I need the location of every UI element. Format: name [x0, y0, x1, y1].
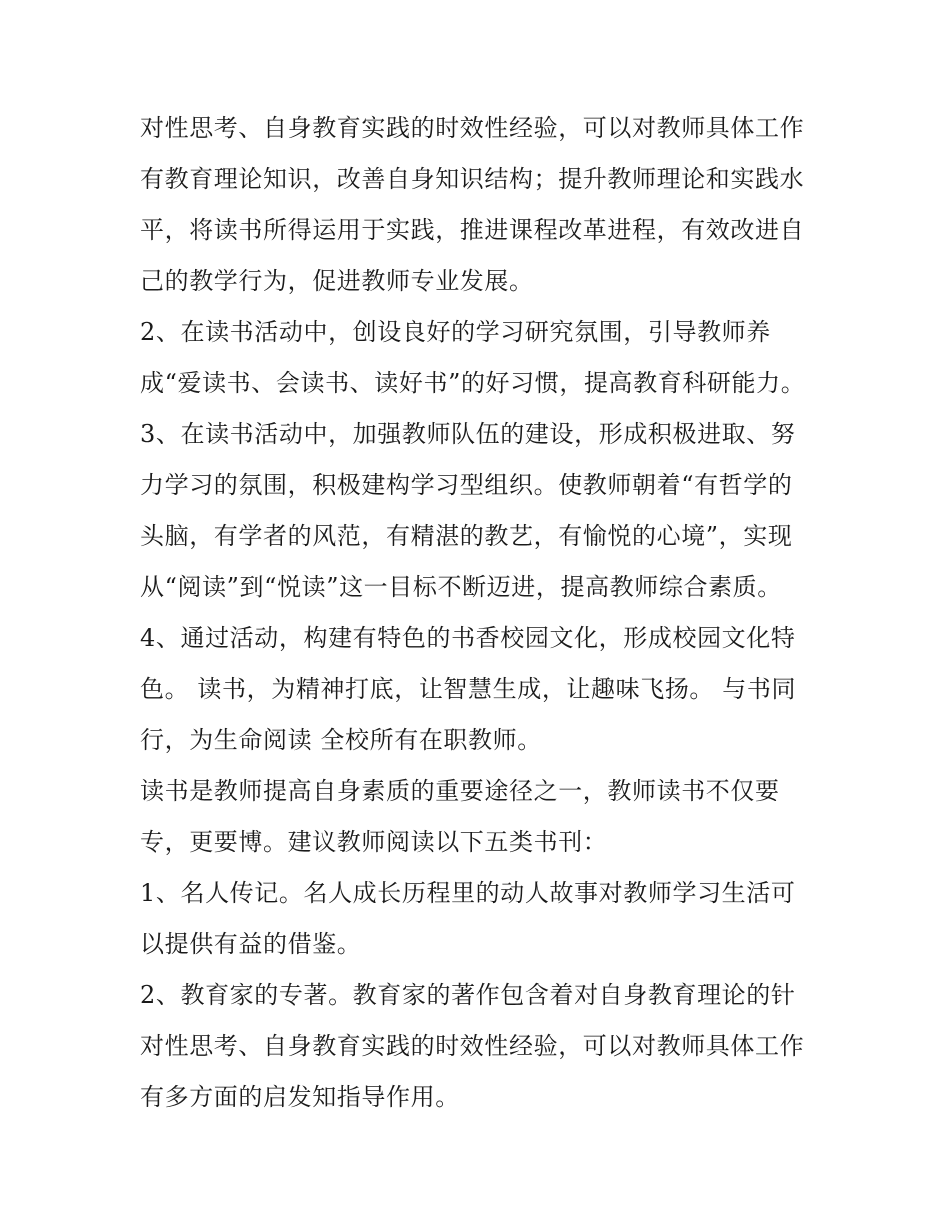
text-line: 2、在读书活动中，创设良好的学习研究氛围，引导教师养	[140, 318, 771, 346]
text-line: 以提供有益的借鉴。	[140, 930, 362, 958]
text-line: 色。 读书，为精神打底，让智慧生成，让趣味飞扬。 与书同	[140, 675, 797, 703]
text-line: 对性思考、自身教育实践的时效性经验，可以对教师具体工作	[140, 114, 805, 142]
text-line: 对性思考、自身教育实践的时效性经验，可以对教师具体工作	[140, 1032, 805, 1060]
text-line: 成“爱读书、会读书、读好书”的好习惯，提高教育科研能力。	[140, 369, 806, 397]
text-line: 专，更要博。建议教师阅读以下五类书刊：	[140, 828, 608, 856]
text-line: 力学习的氛围，积极建构学习型组织。使教师朝着“有哲学的	[140, 471, 793, 499]
text-line: 2、教育家的专著。教育家的著作包含着对自身教育理论的针	[140, 981, 796, 1009]
text-line: 读书是教师提高自身素质的重要途径之一，教师读书不仅要	[140, 777, 780, 805]
text-line: 1、名人传记。名人成长历程里的动人故事对教师学习生活可	[140, 879, 796, 907]
text-line: 从“阅读”到“悦读”这一目标不断迈进，提高教师综合素质。	[140, 573, 782, 601]
text-line: 4、通过活动，构建有特色的书香校园文化，形成校园文化特	[140, 624, 796, 652]
document-page	[140, 103, 830, 1123]
text-line: 行，为生命阅读 全校所有在职教师。	[140, 726, 542, 754]
text-line: 有多方面的启发知指导作用。	[140, 1083, 460, 1111]
text-line: 头脑，有学者的风范，有精湛的教艺，有愉悦的心境”，实现	[140, 522, 793, 550]
text-line: 有教育理论知识，改善自身知识结构；提升教师理论和实践水	[140, 165, 805, 193]
text-line: 平，将读书所得运用于实践，推进课程改革进程，有效改进自	[140, 216, 805, 244]
text-line: 己的教学行为，促进教师专业发展。	[140, 267, 534, 295]
text-line: 3、在读书活动中，加强教师队伍的建设，形成积极进取、努	[140, 420, 796, 448]
